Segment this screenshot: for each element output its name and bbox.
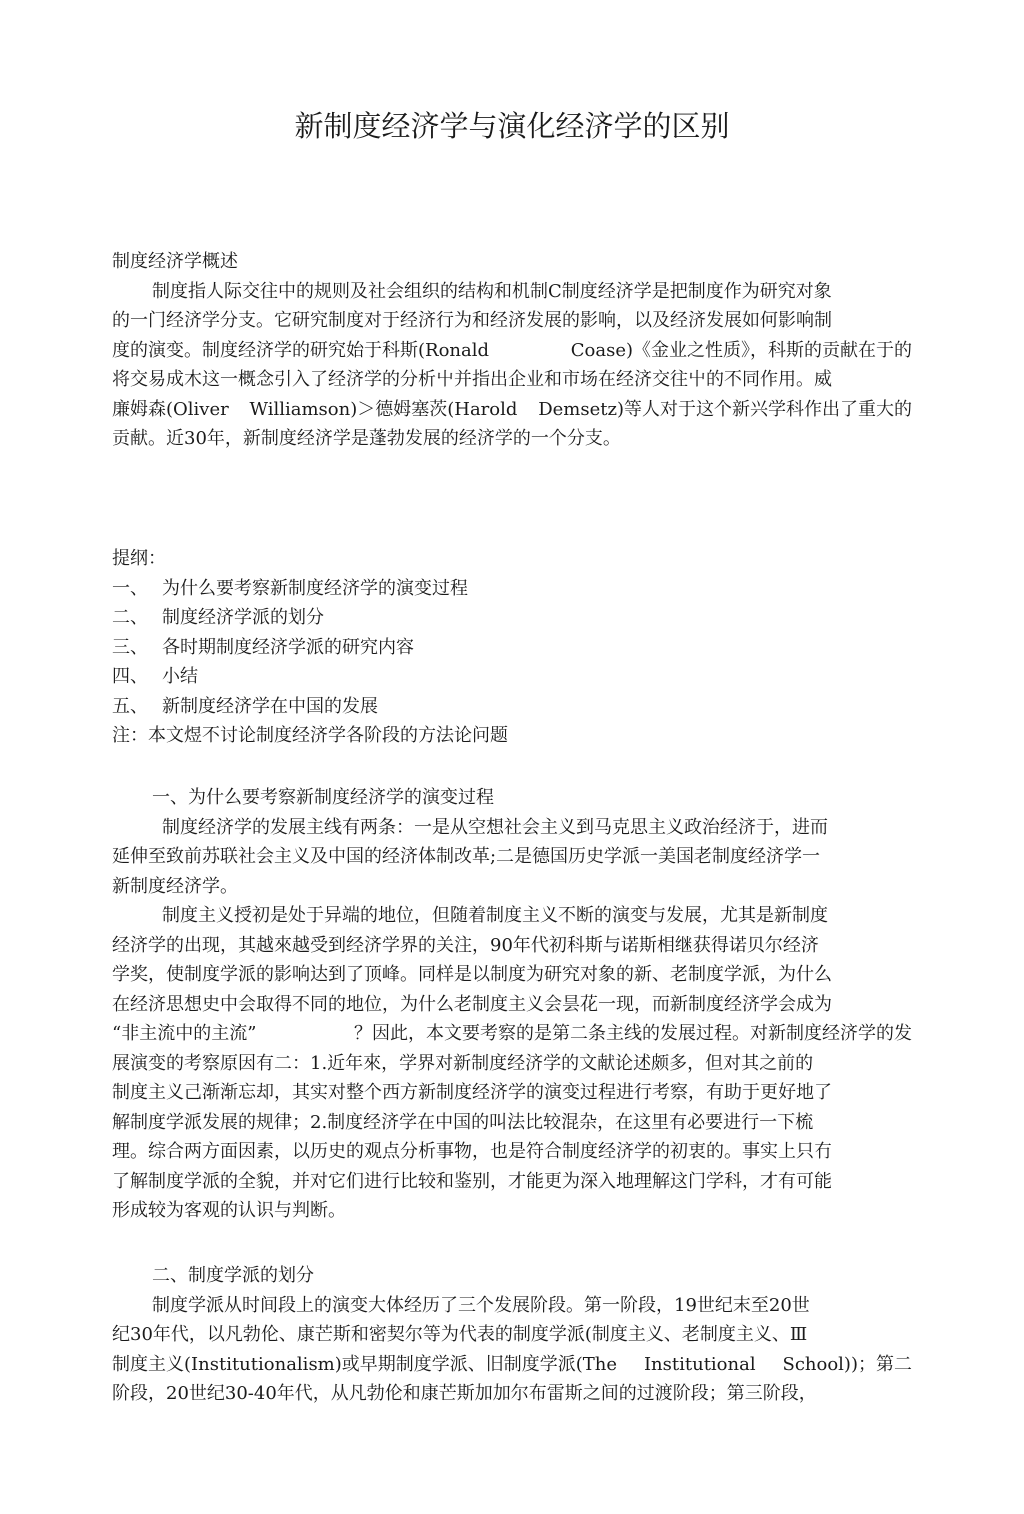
paragraph-line (112, 336, 912, 366)
section-2 (112, 1261, 912, 1409)
paragraph-line: 纪30年代，以凡勃伦、康芒斯和密契尔等为代表的制度学派(制度主义、老制度主义、Ⅲ (112, 1324, 808, 1345)
paragraph-line: 学奖，使制度学派的影响达到了顶峰。同样是以制度为研究对象的新、老制度学派，为什么 (112, 964, 832, 985)
paragraph-line: 延伸至致前苏联社会主义及中国的经济体制改革;二是德国历史学派一美国老制度经济学一 (112, 846, 821, 867)
paragraph-line: 制度主义授初是处于异端的地位，但随着制度主义不断的演变与发展，尤其是新制度 (162, 905, 828, 926)
line-segment: Coase)《金业之性质》，科斯的贡献在于的 (570, 339, 912, 361)
overview-heading: 制度经济学概述 (112, 251, 238, 272)
paragraph-line: 新制度经济学。 (112, 875, 238, 897)
paragraph-line: 解制度学派发展的规律；2.制度经济学在中国的叫法比较混杂，在这里有必要进行一下梳 (112, 1111, 814, 1133)
line-segment: Demsetz)等人对于这个新兴学科作出了重大的 (538, 398, 912, 420)
outline-number: 五、 (112, 695, 148, 717)
outline-number: 二、 (112, 607, 148, 628)
outline-text: 制度经济学派的划分 (162, 607, 324, 628)
outline-text: 为什么要考察新制度经济学的演变过程 (162, 577, 468, 599)
paragraph-line (112, 1019, 912, 1049)
paragraph-line (112, 395, 912, 425)
paragraph-line: 的一门经济学分支。它研究制度对于经济行为和经济发展的影响，以及经济发展如何影响制 (112, 310, 832, 331)
paragraph-line: 形成较为客观的认识与判断。 (112, 1200, 346, 1221)
outline-number: 三、 (112, 636, 148, 658)
paragraph-line: 贡献。近30年，新制度经济学是蓬勃发展的经济学的一个分支。 (112, 428, 621, 449)
outline-number: 四、 (112, 666, 148, 687)
paragraph-line: 制度主义己渐渐忘却，其实对整个西方新制度经济学的演变过程进行考察，有助于更好地了 (112, 1082, 832, 1103)
paragraph-line: 阶段，20世纪30-40年代，从凡勃伦和康芒斯加加尔布雷斯之间的过渡阶段；第三阶段， (112, 1383, 817, 1404)
paragraph-line: 理。综合两方面因素，以历史的观点分析事物，也是符合制度经济学的初衷的。事实上只冇 (112, 1141, 832, 1162)
paragraph-line: 将交易成木这一概念引入了经济学的分析屮并指出企业和市场在经济交往屮的不同作用。威 (112, 369, 832, 390)
outline-heading: 提纲： (112, 548, 166, 569)
paragraph-line: 经济学的出现，其越來越受到经济学界的关注，90年代初科斯与诺斯相继获得诺贝尔经济 (112, 934, 819, 956)
outline-item (112, 633, 912, 663)
paragraph-line: 制度学派从时间段上的演变大体经历了三个发展阶段。第一阶段，19世纪末至20世 (152, 1294, 810, 1316)
outline-text: 各时期制度经济学派的研究内容 (162, 636, 414, 658)
outline-section (112, 544, 912, 751)
line-segment: 廉姆森(Oliver (112, 398, 229, 420)
outline-item (112, 662, 912, 692)
paragraph-line (112, 1350, 912, 1380)
outline-text: 新制度经济学在中国的发展 (162, 695, 378, 717)
paragraph-line: 了解制度学派的全貌，并对它们进行比较和鉴别，才能更为深入地理解这门学科，才有可能 (112, 1170, 832, 1192)
section-heading: 二、制度学派的划分 (152, 1265, 314, 1286)
line-segment: ？因此，本文要考察的是第二条主线的发展过程。对新制度经济学的发 (354, 1023, 912, 1044)
outline-note: 注：本文煜不讨论制度经济学各阶段的方法论问题 (112, 725, 508, 746)
line-segment: 度的演变。制度经济学的研究始于科斯(Ronald (112, 339, 490, 361)
section-1 (112, 783, 912, 1226)
outline-number: 一、 (112, 577, 148, 599)
outline-item (112, 603, 912, 633)
outline-item (112, 574, 912, 604)
outline-text: 小结 (162, 666, 198, 687)
paragraph-line: 在经济思想史中会取得不同的地位，为什么老制度主义会昙花一现，而新制度经济学会成为 (112, 993, 832, 1015)
overview-section (112, 247, 912, 454)
paragraph-line: 制度经济学的发展主线有两条：一是从空想社会主义到马克思主义政治经济于，进而 (162, 816, 828, 838)
paragraph-line: 制度指人际交往中的规则及社会组织的结构和机制C制度经济学是把制度作为研究对象 (152, 280, 832, 302)
line-segment: “非主流中的主流” (112, 1023, 257, 1044)
document-title: 新制度经济学与演化经济学的区别 (294, 109, 730, 143)
line-segment: Institutional (643, 1353, 756, 1375)
line-segment: 制度主义(Institutionalism)或早期制度学派、旧制度学派(The (112, 1353, 618, 1375)
outline-item (112, 692, 912, 722)
line-segment: Williamson)＞德姆塞茨(Harold (249, 398, 518, 420)
paragraph-line: 展演变的考察原因有二：1.近年來，学界对新制度经济学的文献论述颇多，但对其之前的 (112, 1052, 814, 1074)
line-segment: School))；第二 (782, 1353, 912, 1375)
section-heading: 一、为什么要考察新制度经济学的演变过程 (152, 787, 494, 808)
